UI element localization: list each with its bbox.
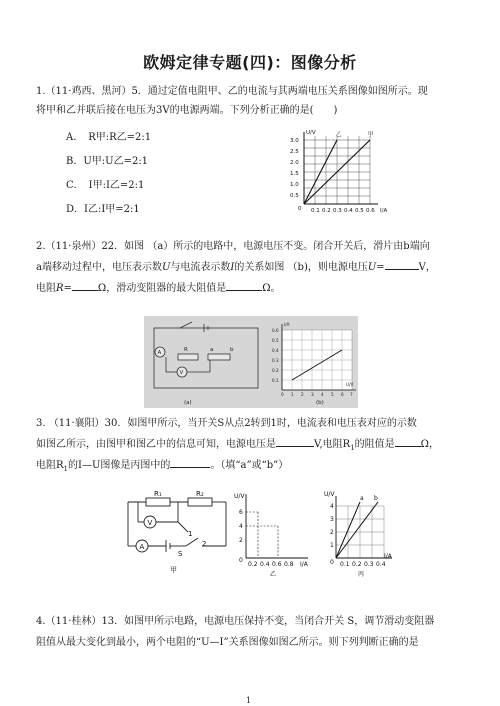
q3-graph-yi bbox=[246, 494, 308, 558]
q3-bing-xlabel: I/A bbox=[384, 553, 392, 560]
q2-voltmeter-label: V bbox=[179, 370, 184, 376]
q1-option-d: D．I乙:I甲=2:1 bbox=[66, 204, 140, 215]
q2-xtick: 7 bbox=[350, 392, 353, 397]
q3-yi-xtick: 0.2 bbox=[248, 561, 258, 568]
q1-text-line2: 将甲和乙并联后接在电压为3V的电源两端。下列分析正确的是( ) bbox=[36, 105, 338, 116]
q3-yi-xlabel: I/A bbox=[300, 561, 308, 568]
q1-label-yi: 乙 bbox=[336, 132, 342, 138]
q1-ytick: 1.0 bbox=[290, 182, 299, 188]
q3-bing-xtick: 0.4 bbox=[376, 561, 386, 568]
q2-xlabel: U/V bbox=[346, 382, 354, 387]
q1-xtick: 0.6 bbox=[366, 208, 375, 214]
q1-ytick: 2.5 bbox=[290, 149, 299, 155]
q3-line-b bbox=[336, 502, 378, 558]
q1-xtick: 0.1 bbox=[311, 208, 320, 214]
q2-xtick: 5 bbox=[331, 392, 334, 397]
q3-yi-ytick: 2 bbox=[239, 537, 243, 544]
q3-bing-ytick: 2 bbox=[330, 529, 334, 536]
q2-ylabel: I/A bbox=[284, 322, 290, 327]
q3-yi-ytick: 6 bbox=[239, 509, 243, 516]
q2-resistor-label: R bbox=[184, 347, 188, 353]
q1-label-jia: 甲 bbox=[368, 132, 374, 138]
q3-bing-xtick: 0.2 bbox=[352, 561, 362, 568]
q2-fig-b-label: (b) bbox=[316, 400, 324, 406]
q2-ytick: 0.6 bbox=[272, 328, 279, 333]
q2-text-line2: a端移动过程中，电压表示数U与电流表示数I的关系如图 （b)，则电源电压U= V， bbox=[36, 258, 476, 278]
q3-bing-ytick: 1 bbox=[330, 542, 334, 549]
q3-bing-ylabel: U/V bbox=[324, 491, 335, 498]
q2-rheostat-a: a bbox=[210, 347, 214, 353]
q3-yi-ytick: 4 bbox=[239, 523, 243, 530]
q2-circuit bbox=[154, 322, 258, 388]
q1-ytick: 3.0 bbox=[290, 138, 299, 144]
q2-ytick: 0.2 bbox=[272, 368, 279, 373]
q3-text-line3: 电阻$R_1$的I—U图像是丙图中的 。（填“a”或“b”） bbox=[36, 456, 476, 479]
q3-voltmeter-label: V bbox=[147, 519, 153, 527]
q1-xtick: 0.4 bbox=[344, 208, 353, 214]
q3-fig-yi: 乙 bbox=[270, 571, 277, 578]
q3-figures bbox=[118, 488, 398, 578]
q2-xtick: 0 bbox=[281, 392, 284, 397]
q2-graph bbox=[282, 324, 356, 390]
q3-bing-xtick: 0.1 bbox=[340, 561, 350, 568]
q3-bing-origin: 0 bbox=[330, 559, 334, 566]
q2-xtick: 4 bbox=[321, 392, 324, 397]
q3-yi-xtick: 0.8 bbox=[284, 561, 294, 568]
q3-yi-origin: 0 bbox=[239, 557, 243, 564]
q2-ammeter-label: A bbox=[157, 350, 162, 356]
q1-ylabel: U/V bbox=[306, 130, 316, 136]
q2-ytick: 0.3 bbox=[272, 358, 279, 363]
q3-switch-label: S bbox=[178, 550, 183, 558]
q1-ytick: 2.0 bbox=[290, 160, 299, 166]
q3-bing-b: b bbox=[374, 495, 378, 502]
q1-xtick: 0.2 bbox=[322, 208, 331, 214]
q1-origin: 0 bbox=[298, 206, 302, 212]
q2-rheostat-b: b bbox=[230, 347, 234, 353]
q3-ammeter-label: A bbox=[139, 543, 145, 551]
q3-bing-ytick: 4 bbox=[330, 503, 334, 510]
q2-ytick: 0.4 bbox=[272, 348, 279, 353]
q1-option-b: B．U甲:U乙=2:1 bbox=[66, 156, 149, 167]
q2-fig-a-label: (a) bbox=[184, 400, 192, 406]
q1-xtick: 0.5 bbox=[355, 208, 364, 214]
q1-ytick: 1.5 bbox=[290, 171, 299, 177]
q3-graph-bing bbox=[336, 496, 392, 558]
q3-fig-jia: 甲 bbox=[170, 566, 177, 574]
q1-option-a: A． R甲:R乙=2:1 bbox=[66, 132, 152, 143]
q3-bing-ytick: 3 bbox=[330, 516, 334, 523]
q3-bing-a: a bbox=[360, 495, 364, 502]
page-title: 欧姆定律专题(四)：图像分析 bbox=[143, 53, 357, 72]
q3-yi-ylabel: U/V bbox=[234, 493, 245, 500]
q2-xtick: 6 bbox=[341, 392, 344, 397]
q2-xtick: 1 bbox=[291, 392, 294, 397]
q3-r2-label: R₂ bbox=[196, 490, 204, 498]
q2-ytick: 0.5 bbox=[272, 338, 279, 343]
q2-xtick: 2 bbox=[301, 392, 304, 397]
q2-figure-svg bbox=[144, 316, 358, 408]
q3-text-line1: 3. （11·襄阳）30．如图甲所示，当开关S从点2转到1时，电流表和电压表对应的示数 bbox=[36, 418, 417, 429]
page-number: 1 bbox=[246, 696, 252, 705]
q3-switch-2: 2 bbox=[202, 540, 207, 548]
q1-ui-graph bbox=[282, 126, 394, 220]
q3-bing-xtick: 0.3 bbox=[364, 561, 374, 568]
q2-text-line1: 2.（11·泉州）22．如图 （a）所示的电路中，电源电压不变。闭合开关后，滑片由b端向 bbox=[36, 241, 430, 252]
q2-ytick: 0.1 bbox=[272, 378, 279, 383]
q4-text-line1: 4.（11·桂林）13．如图甲所示电路，电源电压保持不变，当闭合开关 S，调节滑动变阻器 bbox=[36, 616, 435, 627]
q3-text-line2: 如图乙所示，由图甲和图乙中的信息可知，电源电压是 V,电阻$R_1$的阻值是 Ω， bbox=[36, 435, 476, 458]
q3-r1-label: R₁ bbox=[154, 490, 162, 498]
q3-yi-xtick: 0.4 bbox=[260, 561, 270, 568]
q3-yi-xtick: 0.6 bbox=[272, 561, 282, 568]
q1-ytick: 0.5 bbox=[290, 193, 299, 199]
q3-fig-bing: 丙 bbox=[358, 571, 365, 578]
q2-xtick: 3 bbox=[311, 392, 314, 397]
q2-text-line3: 电阻R= Ω，滑动变阻器的最大阻值是 Ω。 bbox=[36, 279, 476, 299]
q2-figure bbox=[144, 316, 358, 408]
q3-switch-1: 1 bbox=[188, 530, 193, 538]
q1-text-line1: 1.（11·鸡西、黑河）5．通过定值电阻甲、乙的电流与其两端电压关系图像如图所示。现 bbox=[36, 86, 428, 97]
q1-xlabel: I/A bbox=[380, 208, 388, 214]
q1-xtick: 0.3 bbox=[333, 208, 342, 214]
q1-option-c: C． I甲:I乙=2:1 bbox=[66, 180, 145, 191]
q4-text-line2: 阻值从最大变化到最小，两个电阻的“U—I”关系图像如图乙所示。则下列判断正确的是 bbox=[36, 637, 419, 648]
